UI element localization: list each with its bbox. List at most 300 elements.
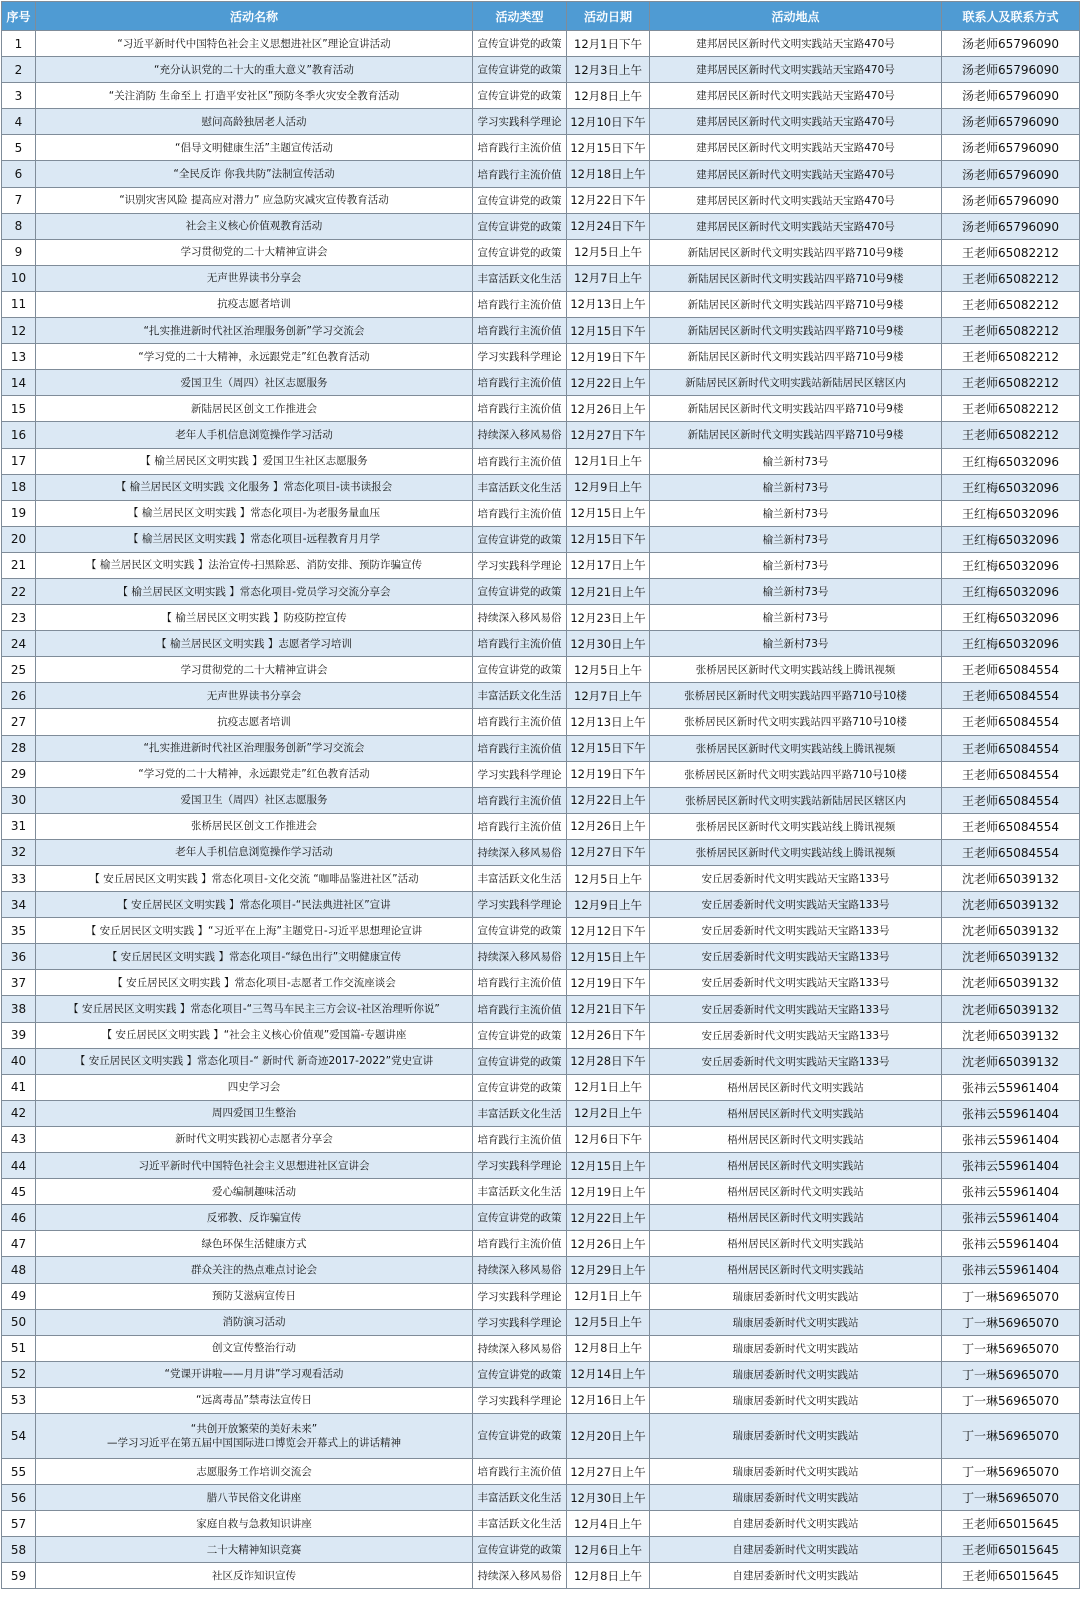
cell-contact: 王红梅65032096: [942, 474, 1080, 500]
cell-activity-type: 持续深入移风易俗: [473, 1257, 567, 1283]
cell-activity-date: 12月28日下午: [567, 1048, 650, 1074]
cell-activity-date: 12月26日上午: [567, 396, 650, 422]
cell-activity-name: “习近平新时代中国特色社会主义思想进社区”理论宣讲活动: [36, 31, 473, 57]
table-row: [2, 813, 1080, 839]
cell-activity-location: 梧州居民区新时代文明实践站: [650, 1205, 942, 1231]
cell-activity-date: 12月4日上午: [567, 1511, 650, 1537]
cell-contact: 王老师65082212: [942, 291, 1080, 317]
cell-activity-location: 自建居委新时代文明实践站: [650, 1563, 942, 1589]
cell-contact: 汤老师65796090: [942, 83, 1080, 109]
cell-row-index: 40: [2, 1048, 36, 1074]
cell-activity-date: 12月21日上午: [567, 578, 650, 604]
cell-activity-name: 四史学习会: [36, 1074, 473, 1100]
cell-activity-location: 梧州居民区新时代文明实践站: [650, 1153, 942, 1179]
cell-activity-name: 腊八节民俗文化讲座: [36, 1485, 473, 1511]
cell-row-index: 9: [2, 239, 36, 265]
cell-contact: 张祎云55961404: [942, 1205, 1080, 1231]
cell-activity-location: 建邦居民区新时代文明实践站天宝路470号: [650, 187, 942, 213]
cell-activity-type: 宣传宣讲党的政策: [473, 1361, 567, 1387]
table-row: [2, 57, 1080, 83]
cell-activity-type: 培育践行主流价值: [473, 318, 567, 344]
table-row: [2, 1387, 1080, 1413]
cell-row-index: 8: [2, 213, 36, 239]
cell-activity-location: 建邦居民区新时代文明实践站天宝路470号: [650, 213, 942, 239]
table-row: [2, 552, 1080, 578]
cell-activity-date: 12月27日上午: [567, 1458, 650, 1484]
cell-activity-type: 学习实践科学理论: [473, 1309, 567, 1335]
cell-activity-type: 培育践行主流价值: [473, 500, 567, 526]
cell-row-index: 47: [2, 1231, 36, 1257]
cell-row-index: 52: [2, 1361, 36, 1387]
cell-activity-name: 慰问高龄独居老人活动: [36, 109, 473, 135]
cell-activity-name: “倡导文明健康生活”主题宣传活动: [36, 135, 473, 161]
cell-activity-date: 12月19日下午: [567, 761, 650, 787]
cell-activity-type: 宣传宣讲党的政策: [473, 918, 567, 944]
table-row: [2, 265, 1080, 291]
cell-row-index: 56: [2, 1485, 36, 1511]
cell-activity-type: 学习实践科学理论: [473, 761, 567, 787]
table-row: [2, 918, 1080, 944]
cell-activity-date: 12月26日下午: [567, 1022, 650, 1048]
cell-row-index: 44: [2, 1153, 36, 1179]
cell-activity-name: “全民反诈 你我共防”法制宣传活动: [36, 161, 473, 187]
cell-contact: 沈老师65039132: [942, 892, 1080, 918]
table-row: [2, 1205, 1080, 1231]
table-row: [2, 787, 1080, 813]
table-row: [2, 1361, 1080, 1387]
cell-activity-location: 瑞康居委新时代文明实践站: [650, 1361, 942, 1387]
table-row: [2, 109, 1080, 135]
cell-activity-location: 自建居委新时代文明实践站: [650, 1537, 942, 1563]
cell-activity-location: 榆兰新村73号: [650, 448, 942, 474]
table-row: [2, 683, 1080, 709]
cell-activity-date: 12月8日上午: [567, 1335, 650, 1361]
cell-activity-name: “学习党的二十大精神，永远跟党走”红色教育活动: [36, 344, 473, 370]
cell-activity-name: “扎实推进新时代社区治理服务创新”学习交流会: [36, 318, 473, 344]
cell-activity-type: 宣传宣讲党的政策: [473, 187, 567, 213]
cell-contact: 王红梅65032096: [942, 526, 1080, 552]
cell-row-index: 19: [2, 500, 36, 526]
table-row: [2, 213, 1080, 239]
cell-row-index: 10: [2, 265, 36, 291]
cell-row-index: 51: [2, 1335, 36, 1361]
cell-activity-location: 张桥居民区新时代文明实践站线上腾讯视频: [650, 735, 942, 761]
cell-row-index: 49: [2, 1283, 36, 1309]
cell-activity-date: 12月27日下午: [567, 422, 650, 448]
cell-activity-date: 12月23日上午: [567, 605, 650, 631]
cell-activity-date: 12月6日上午: [567, 1537, 650, 1563]
cell-activity-name: 【 榆兰居民区文明实践 】爱国卫生社区志愿服务: [36, 448, 473, 474]
cell-activity-location: 安丘居委新时代文明实践站天宝路133号: [650, 944, 942, 970]
cell-activity-type: 宣传宣讲党的政策: [473, 526, 567, 552]
cell-row-index: 22: [2, 578, 36, 604]
table-row: [2, 1126, 1080, 1152]
cell-activity-name: “识别灾害风险 提高应对潜力” 应急防灾减灾宣传教育活动: [36, 187, 473, 213]
cell-activity-type: 丰富活跃文化生活: [473, 1100, 567, 1126]
table-row: [2, 396, 1080, 422]
cell-activity-type: 持续深入移风易俗: [473, 944, 567, 970]
cell-row-index: 4: [2, 109, 36, 135]
cell-activity-name: 【 安丘居民区文明实践 】常态化项目-“ 新时代 新奇迹2017-2022”党史宣讲: [36, 1048, 473, 1074]
table-row: [2, 1485, 1080, 1511]
table-row: [2, 761, 1080, 787]
cell-activity-date: 12月19日下午: [567, 970, 650, 996]
cell-activity-type: 宣传宣讲党的政策: [473, 1537, 567, 1563]
cell-activity-location: 安丘居委新时代文明实践站天宝路133号: [650, 1048, 942, 1074]
cell-activity-name: 【 安丘居民区文明实践 】常态化项目-文化交流 “咖啡品鉴进社区”活动: [36, 866, 473, 892]
cell-activity-location: 榆兰新村73号: [650, 605, 942, 631]
cell-activity-type: 学习实践科学理论: [473, 109, 567, 135]
cell-contact: 张祎云55961404: [942, 1126, 1080, 1152]
cell-activity-location: 安丘居委新时代文明实践站天宝路133号: [650, 970, 942, 996]
cell-contact: 张祎云55961404: [942, 1100, 1080, 1126]
cell-contact: 王红梅65032096: [942, 448, 1080, 474]
cell-activity-type: 培育践行主流价值: [473, 448, 567, 474]
cell-activity-type: 丰富活跃文化生活: [473, 683, 567, 709]
table-row: [2, 1563, 1080, 1589]
cell-activity-location: 张桥居民区新时代文明实践站线上腾讯视频: [650, 813, 942, 839]
cell-contact: 沈老师65039132: [942, 996, 1080, 1022]
cell-activity-name: 爱国卫生（周四）社区志愿服务: [36, 370, 473, 396]
cell-row-index: 45: [2, 1179, 36, 1205]
cell-activity-name: 【 榆兰居民区文明实践 】常态化项目-远程教育月月学: [36, 526, 473, 552]
cell-activity-location: 张桥居民区新时代文明实践站线上腾讯视频: [650, 657, 942, 683]
table-row: [2, 135, 1080, 161]
table-row: [2, 1413, 1080, 1458]
cell-activity-location: 安丘居委新时代文明实践站天宝路133号: [650, 1022, 942, 1048]
cell-contact: 王老师65084554: [942, 839, 1080, 865]
cell-activity-type: 培育践行主流价值: [473, 709, 567, 735]
cell-activity-location: 新陆居民区新时代文明实践站四平路710号9楼: [650, 265, 942, 291]
cell-activity-location: 张桥居民区新时代文明实践站四平路710号10楼: [650, 761, 942, 787]
cell-activity-location: 瑞康居委新时代文明实践站: [650, 1458, 942, 1484]
cell-activity-location: 建邦居民区新时代文明实践站天宝路470号: [650, 161, 942, 187]
cell-activity-type: 学习实践科学理论: [473, 1153, 567, 1179]
cell-activity-location: 安丘居委新时代文明实践站天宝路133号: [650, 866, 942, 892]
cell-row-index: 27: [2, 709, 36, 735]
cell-activity-date: 12月24日下午: [567, 213, 650, 239]
table-row: [2, 1048, 1080, 1074]
cell-activity-location: 榆兰新村73号: [650, 578, 942, 604]
cell-row-index: 41: [2, 1074, 36, 1100]
cell-activity-name: “党课开讲啦——月月讲”学习观看活动: [36, 1361, 473, 1387]
cell-activity-name: 【 安丘居民区文明实践 】常态化项目-“绿色出行”文明健康宣传: [36, 944, 473, 970]
cell-contact: 汤老师65796090: [942, 213, 1080, 239]
cell-activity-date: 12月14日上午: [567, 1361, 650, 1387]
table-row: [2, 422, 1080, 448]
cell-activity-type: 培育践行主流价值: [473, 1231, 567, 1257]
cell-activity-location: 榆兰新村73号: [650, 631, 942, 657]
cell-activity-location: 新陆居民区新时代文明实践站四平路710号9楼: [650, 344, 942, 370]
cell-activity-name: 【 榆兰居民区文明实践 】法治宣传-扫黑除恶、消防安排、预防诈骗宣传: [36, 552, 473, 578]
cell-activity-location: 瑞康居委新时代文明实践站: [650, 1309, 942, 1335]
cell-activity-name: 新时代文明实践初心志愿者分享会: [36, 1126, 473, 1152]
table-row: [2, 944, 1080, 970]
cell-activity-date: 12月3日上午: [567, 57, 650, 83]
cell-activity-location: 新陆居民区新时代文明实践站四平路710号9楼: [650, 291, 942, 317]
cell-activity-location: 梧州居民区新时代文明实践站: [650, 1179, 942, 1205]
cell-activity-name: 无声世界读书分享会: [36, 265, 473, 291]
cell-activity-name: 【 榆兰居民区文明实践 文化服务 】常态化项目-读书读报会: [36, 474, 473, 500]
table-header-row: [2, 2, 1080, 31]
table-row: [2, 1153, 1080, 1179]
cell-contact: 丁一琳56965070: [942, 1458, 1080, 1484]
cell-activity-location: 榆兰新村73号: [650, 474, 942, 500]
header-contact: 联系人及联系方式: [942, 2, 1080, 31]
cell-contact: 丁一琳56965070: [942, 1413, 1080, 1458]
cell-activity-name: 抗疫志愿者培训: [36, 709, 473, 735]
cell-activity-name: 消防演习活动: [36, 1309, 473, 1335]
cell-row-index: 16: [2, 422, 36, 448]
cell-contact: 丁一琳56965070: [942, 1387, 1080, 1413]
cell-row-index: 11: [2, 291, 36, 317]
cell-activity-name: 爱心编制趣味活动: [36, 1179, 473, 1205]
cell-contact: 王老师65082212: [942, 422, 1080, 448]
cell-activity-name: 老年人手机信息浏览操作学习活动: [36, 422, 473, 448]
table-row: [2, 161, 1080, 187]
cell-activity-date: 12月2日上午: [567, 1100, 650, 1126]
cell-activity-date: 12月26日上午: [567, 1231, 650, 1257]
cell-row-index: 15: [2, 396, 36, 422]
cell-activity-date: 12月7日上午: [567, 265, 650, 291]
cell-activity-location: 新陆居民区新时代文明实践站四平路710号9楼: [650, 318, 942, 344]
cell-contact: 王红梅65032096: [942, 578, 1080, 604]
cell-activity-name: “共创开放繁荣的美好未来” —学习习近平在第五届中国国际进口博览会开幕式上的讲话精神: [36, 1413, 473, 1458]
cell-activity-location: 榆兰新村73号: [650, 526, 942, 552]
table-row: [2, 1458, 1080, 1484]
cell-row-index: 43: [2, 1126, 36, 1152]
cell-contact: 张祎云55961404: [942, 1231, 1080, 1257]
cell-activity-type: 宣传宣讲党的政策: [473, 1074, 567, 1100]
cell-activity-type: 宣传宣讲党的政策: [473, 657, 567, 683]
cell-row-index: 54: [2, 1413, 36, 1458]
cell-activity-location: 建邦居民区新时代文明实践站天宝路470号: [650, 135, 942, 161]
cell-contact: 张祎云55961404: [942, 1179, 1080, 1205]
cell-contact: 沈老师65039132: [942, 970, 1080, 996]
table-row: [2, 866, 1080, 892]
cell-activity-type: 培育践行主流价值: [473, 161, 567, 187]
cell-row-index: 39: [2, 1022, 36, 1048]
cell-activity-date: 12月1日下午: [567, 31, 650, 57]
cell-contact: 丁一琳56965070: [942, 1309, 1080, 1335]
cell-activity-type: 丰富活跃文化生活: [473, 1485, 567, 1511]
cell-activity-date: 12月1日上午: [567, 1283, 650, 1309]
cell-activity-date: 12月22日上午: [567, 370, 650, 396]
cell-activity-date: 12月15日下午: [567, 735, 650, 761]
cell-row-index: 38: [2, 996, 36, 1022]
cell-activity-date: 12月12日下午: [567, 918, 650, 944]
cell-row-index: 50: [2, 1309, 36, 1335]
cell-activity-date: 12月5日上午: [567, 866, 650, 892]
cell-activity-location: 安丘居委新时代文明实践站天宝路133号: [650, 892, 942, 918]
cell-activity-date: 12月15日下午: [567, 135, 650, 161]
cell-activity-name: 社会主义核心价值观教育活动: [36, 213, 473, 239]
cell-activity-location: 新陆居民区新时代文明实践站四平路710号9楼: [650, 422, 942, 448]
cell-activity-date: 12月5日上午: [567, 1309, 650, 1335]
cell-row-index: 28: [2, 735, 36, 761]
cell-row-index: 57: [2, 1511, 36, 1537]
cell-activity-name: 新陆居民区创文工作推进会: [36, 396, 473, 422]
cell-activity-date: 12月29日上午: [567, 1257, 650, 1283]
cell-activity-location: 榆兰新村73号: [650, 552, 942, 578]
cell-row-index: 25: [2, 657, 36, 683]
cell-activity-name: 【 安丘居民区文明实践 】常态化项目-“三驾马车民主三方会议-社区治理听你说”: [36, 996, 473, 1022]
cell-activity-name: 【 榆兰居民区文明实践 】常态化项目-党员学习交流分享会: [36, 578, 473, 604]
header-activity-location: 活动地点: [650, 2, 942, 31]
cell-activity-type: 宣传宣讲党的政策: [473, 57, 567, 83]
cell-activity-type: 宣传宣讲党的政策: [473, 578, 567, 604]
cell-activity-date: 12月19日上午: [567, 1179, 650, 1205]
cell-contact: 汤老师65796090: [942, 187, 1080, 213]
cell-row-index: 2: [2, 57, 36, 83]
cell-activity-name: 【 安丘居民区文明实践 】“社会主义核心价值观”爱国篇-专题讲座: [36, 1022, 473, 1048]
table-row: [2, 344, 1080, 370]
cell-activity-location: 瑞康居委新时代文明实践站: [650, 1335, 942, 1361]
table-row: [2, 500, 1080, 526]
cell-row-index: 23: [2, 605, 36, 631]
cell-contact: 王老师65082212: [942, 370, 1080, 396]
table-row: [2, 370, 1080, 396]
table-row: [2, 1022, 1080, 1048]
cell-activity-location: 瑞康居委新时代文明实践站: [650, 1387, 942, 1413]
header-activity-type: 活动类型: [473, 2, 567, 31]
cell-activity-type: 丰富活跃文化生活: [473, 265, 567, 291]
cell-activity-name: 社区反诈知识宣传: [36, 1563, 473, 1589]
cell-activity-date: 12月8日上午: [567, 1563, 650, 1589]
cell-activity-type: 培育践行主流价值: [473, 787, 567, 813]
cell-activity-date: 12月15日上午: [567, 500, 650, 526]
cell-contact: 王红梅65032096: [942, 605, 1080, 631]
cell-activity-type: 丰富活跃文化生活: [473, 1511, 567, 1537]
cell-row-index: 17: [2, 448, 36, 474]
cell-activity-type: 培育践行主流价值: [473, 1126, 567, 1152]
cell-row-index: 42: [2, 1100, 36, 1126]
cell-row-index: 53: [2, 1387, 36, 1413]
cell-activity-name: “远离毒品”禁毒法宣传日: [36, 1387, 473, 1413]
table-row: [2, 1100, 1080, 1126]
cell-contact: 王老师65084554: [942, 657, 1080, 683]
cell-activity-location: 自建居委新时代文明实践站: [650, 1511, 942, 1537]
cell-activity-name: “扎实推进新时代社区治理服务创新”学习交流会: [36, 735, 473, 761]
cell-activity-location: 张桥居民区新时代文明实践站新陆居民区辖区内: [650, 787, 942, 813]
cell-activity-name: 【 榆兰居民区文明实践 】常态化项目-为老服务量血压: [36, 500, 473, 526]
table-row: [2, 1511, 1080, 1537]
table-row: [2, 83, 1080, 109]
cell-row-index: 7: [2, 187, 36, 213]
cell-activity-location: 张桥居民区新时代文明实践站四平路710号10楼: [650, 709, 942, 735]
cell-contact: 汤老师65796090: [942, 57, 1080, 83]
cell-activity-date: 12月30日上午: [567, 1485, 650, 1511]
cell-contact: 沈老师65039132: [942, 918, 1080, 944]
cell-contact: 王老师65084554: [942, 787, 1080, 813]
cell-activity-date: 12月9日上午: [567, 474, 650, 500]
cell-row-index: 3: [2, 83, 36, 109]
cell-activity-date: 12月21日下午: [567, 996, 650, 1022]
cell-contact: 王老师65082212: [942, 265, 1080, 291]
cell-activity-location: 瑞康居委新时代文明实践站: [650, 1283, 942, 1309]
table-row: [2, 31, 1080, 57]
table-row: [2, 1283, 1080, 1309]
cell-contact: 王老师65082212: [942, 396, 1080, 422]
table-row: [2, 187, 1080, 213]
cell-activity-type: 培育践行主流价值: [473, 813, 567, 839]
cell-row-index: 59: [2, 1563, 36, 1589]
cell-row-index: 12: [2, 318, 36, 344]
cell-row-index: 37: [2, 970, 36, 996]
cell-activity-date: 12月22日下午: [567, 187, 650, 213]
cell-activity-type: 学习实践科学理论: [473, 1283, 567, 1309]
cell-contact: 丁一琳56965070: [942, 1335, 1080, 1361]
cell-activity-date: 12月17日上午: [567, 552, 650, 578]
cell-row-index: 33: [2, 866, 36, 892]
cell-contact: 王老师65084554: [942, 761, 1080, 787]
cell-contact: 丁一琳56965070: [942, 1485, 1080, 1511]
cell-activity-type: 宣传宣讲党的政策: [473, 213, 567, 239]
cell-contact: 沈老师65039132: [942, 944, 1080, 970]
table-row: [2, 892, 1080, 918]
cell-row-index: 5: [2, 135, 36, 161]
cell-activity-date: 12月18日上午: [567, 161, 650, 187]
cell-activity-type: 持续深入移风易俗: [473, 1335, 567, 1361]
cell-activity-type: 持续深入移风易俗: [473, 839, 567, 865]
cell-activity-name: 志愿服务工作培训交流会: [36, 1458, 473, 1484]
table-row: [2, 291, 1080, 317]
activity-table: [1, 1, 1080, 1589]
cell-activity-date: 12月16日上午: [567, 1387, 650, 1413]
cell-activity-name: 【 榆兰居民区文明实践 】防疫防控宣传: [36, 605, 473, 631]
cell-activity-name: 抗疫志愿者培训: [36, 291, 473, 317]
cell-contact: 王老师65082212: [942, 344, 1080, 370]
cell-contact: 丁一琳56965070: [942, 1361, 1080, 1387]
cell-activity-name: 无声世界读书分享会: [36, 683, 473, 709]
cell-activity-location: 建邦居民区新时代文明实践站天宝路470号: [650, 57, 942, 83]
cell-activity-date: 12月26日上午: [567, 813, 650, 839]
cell-activity-date: 12月1日上午: [567, 448, 650, 474]
table-row: [2, 657, 1080, 683]
cell-activity-date: 12月15日上午: [567, 944, 650, 970]
header-activity-date: 活动日期: [567, 2, 650, 31]
cell-activity-date: 12月20日上午: [567, 1413, 650, 1458]
cell-activity-type: 宣传宣讲党的政策: [473, 239, 567, 265]
cell-activity-date: 12月22日上午: [567, 1205, 650, 1231]
cell-activity-type: 培育践行主流价值: [473, 370, 567, 396]
cell-contact: 沈老师65039132: [942, 1022, 1080, 1048]
table-row: [2, 970, 1080, 996]
cell-activity-type: 培育践行主流价值: [473, 631, 567, 657]
cell-activity-type: 持续深入移风易俗: [473, 1563, 567, 1589]
cell-activity-name: 老年人手机信息浏览操作学习活动: [36, 839, 473, 865]
cell-row-index: 30: [2, 787, 36, 813]
cell-row-index: 1: [2, 31, 36, 57]
cell-activity-type: 学习实践科学理论: [473, 1387, 567, 1413]
cell-activity-date: 12月9日上午: [567, 892, 650, 918]
cell-activity-type: 丰富活跃文化生活: [473, 866, 567, 892]
table-row: [2, 1257, 1080, 1283]
cell-activity-date: 12月15日下午: [567, 526, 650, 552]
cell-activity-type: 宣传宣讲党的政策: [473, 31, 567, 57]
cell-row-index: 21: [2, 552, 36, 578]
cell-contact: 汤老师65796090: [942, 109, 1080, 135]
cell-contact: 沈老师65039132: [942, 866, 1080, 892]
table-row: [2, 1074, 1080, 1100]
cell-activity-location: 瑞康居委新时代文明实践站: [650, 1413, 942, 1458]
cell-activity-type: 宣传宣讲党的政策: [473, 83, 567, 109]
header-index: 序号: [2, 2, 36, 31]
cell-row-index: 34: [2, 892, 36, 918]
cell-row-index: 24: [2, 631, 36, 657]
cell-contact: 汤老师65796090: [942, 161, 1080, 187]
cell-contact: 汤老师65796090: [942, 31, 1080, 57]
